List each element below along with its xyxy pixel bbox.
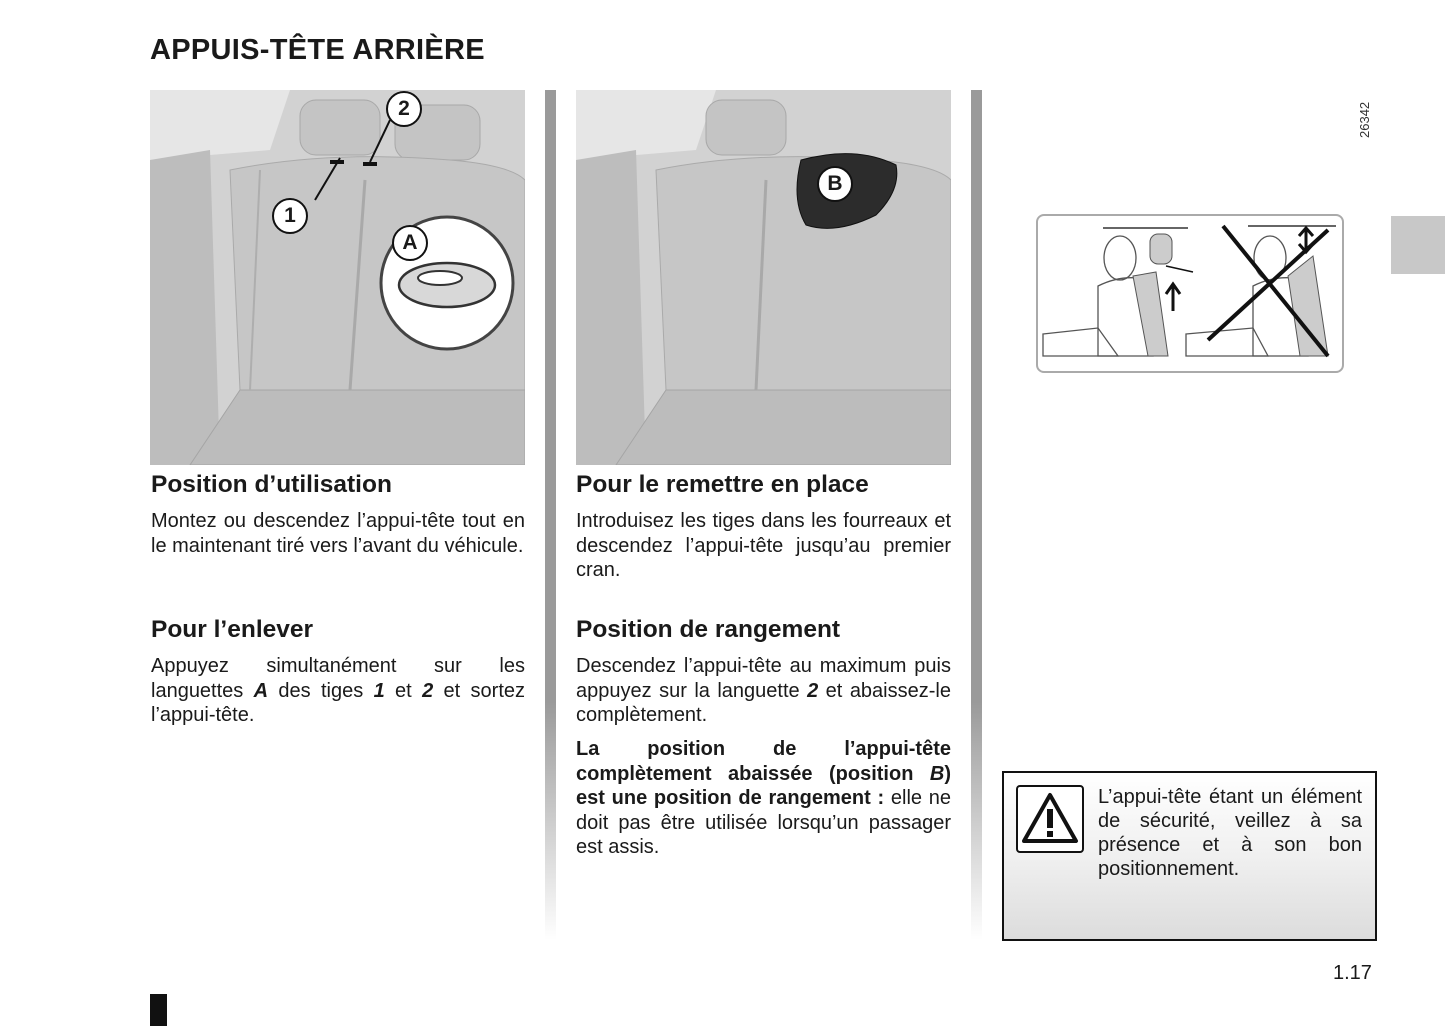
figure-number-3: 26342: [1357, 101, 1372, 138]
text-run: et: [384, 679, 423, 702]
text-pour-enlever: [151, 654, 525, 728]
headrest-diagram-svg: [1038, 216, 1342, 371]
seat-photo-illustration: [150, 90, 525, 465]
heading-position-rangement: Position de rangement: [576, 616, 841, 643]
warning-text: L’appui-tête étant un élément de sécurité, veillez à sa présence et à son bon positionnement.: [1098, 786, 1362, 880]
warning-box: [1002, 771, 1377, 941]
text-run: elle ne doit pas être utilisée lorsqu’un passager est assis.: [576, 787, 951, 858]
figure-rear-seat-headrest-use: [150, 90, 525, 465]
text-remettre-en-place: Introduisez les tiges dans les fourreaux et descendez l’appui-tête jusqu’au premier cran.: [576, 510, 951, 581]
callout-A: A: [392, 225, 428, 261]
ref-B: B: [929, 762, 945, 785]
figure-rear-seat-headrest-stowed: [576, 90, 951, 465]
note-bold-run: ) est une position de rangement :: [576, 762, 951, 809]
text-run: des tiges: [268, 679, 374, 702]
callout-1: 1: [272, 198, 308, 234]
text-position-rangement: [576, 654, 951, 728]
text-run: Descendez l’appui-tête au maximum puis appuyez sur la languette: [576, 655, 951, 702]
chapter-side-tab: [1391, 216, 1445, 274]
page-title: APPUIS-TÊTE ARRIÈRE: [150, 34, 485, 66]
page-number: 1.17: [1333, 962, 1372, 984]
text-run: Appuyez simultanément sur les languettes: [151, 655, 525, 702]
note-rangement: [576, 737, 951, 860]
warning-triangle-icon: [1016, 785, 1084, 853]
text-position-utilisation: Montez ou descendez l’appui-tête tout en le maintenant tiré vers l’avant du véhicule.: [151, 510, 525, 557]
column-divider-2: [971, 90, 982, 940]
heading-pour-enlever: Pour l’enlever: [151, 616, 314, 643]
note-bold-run: La position de l’appui-tête complètement abaissée (position: [576, 738, 951, 785]
callout-B: B: [817, 166, 853, 202]
seat-photo-illustration-2: [576, 90, 951, 465]
ref-2: 2: [422, 679, 434, 702]
ref-1: 1: [373, 679, 385, 702]
ref-A: A: [253, 679, 269, 702]
footer-marker: [150, 994, 167, 1026]
callout-2: 2: [386, 91, 422, 127]
heading-position-utilisation: Position d’utilisation: [151, 471, 392, 498]
headrest-position-diagram: [1036, 214, 1344, 373]
heading-remettre-en-place: Pour le remettre en place: [576, 471, 869, 498]
ref-2: 2: [807, 679, 819, 702]
text-run: et abaissez-le complètement.: [576, 679, 951, 726]
column-divider-1: [545, 90, 556, 940]
text-run: et sortez l’appui-tête.: [151, 679, 525, 726]
